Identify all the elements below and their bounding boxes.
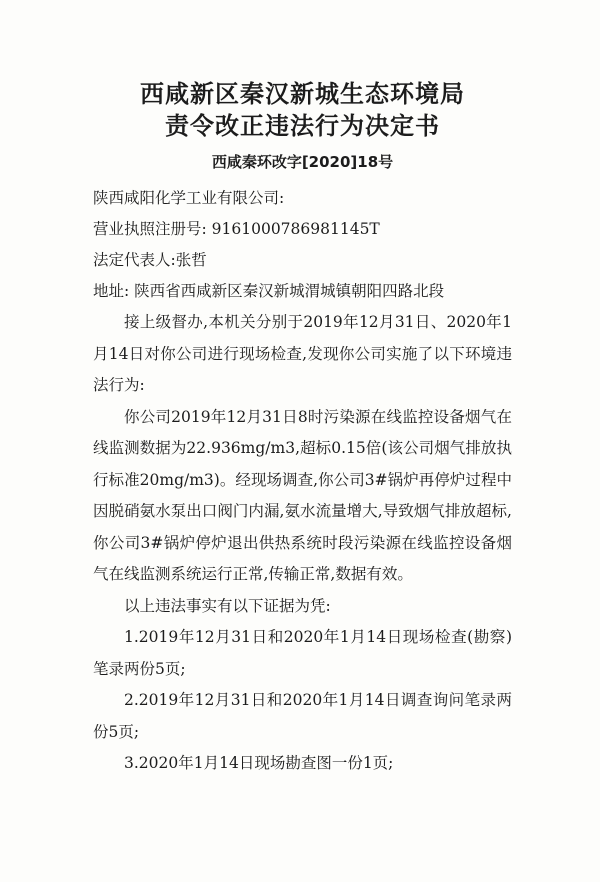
title-line-2: 责令改正违法行为决定书	[165, 112, 440, 140]
violation-paragraph: 你公司2019年12月31日8时污染源在线监控设备烟气在线监测数据为22.936mg/m3,超标0.15倍(该公司烟气排放执行标准20mg/m3)。经现场调查,你公司3#锅炉再停炉过程中因脱硝氨水泵出口阀门内漏,氨水流量增大,导致烟气排放超标,你公司3#锅炉停炉退出供热系统时段污染源在线监控设备烟气在线监测系统运行正常,传输正常,数据有效。	[93, 407, 512, 583]
document-number: 西咸秦环改字[2020]18号	[211, 153, 394, 171]
evidence-item-1: 1.2019年12月31日和2020年1月14日现场检查(勘察)笔录两份5页;	[93, 628, 512, 678]
business-license-number: 营业执照注册号: 9161000786981145T	[93, 220, 380, 238]
legal-representative: 法定代表人:张哲	[93, 251, 207, 269]
recipient-company: 陕西咸阳化学工业有限公司:	[93, 189, 285, 207]
evidence-intro: 以上违法事实有以下证据为凭:	[124, 596, 331, 615]
evidence-item-3: 3.2020年1月14日现场勘查图一份1页;	[124, 754, 394, 772]
title-line-1: 西咸新区秦汉新城生态环境局	[140, 80, 465, 108]
intro-paragraph: 接上级督办,本机关分别于2019年12月31日、2020年1月14日对你公司进行现场检查,发现你公司实施了以下环境违法行为:	[93, 313, 512, 394]
evidence-item-2: 2.2019年12月31日和2020年1月14日调查询问笔录两份5页;	[93, 691, 512, 741]
recipient-address: 地址: 陕西省西咸新区秦汉新城渭城镇朝阳四路北段	[93, 282, 445, 300]
